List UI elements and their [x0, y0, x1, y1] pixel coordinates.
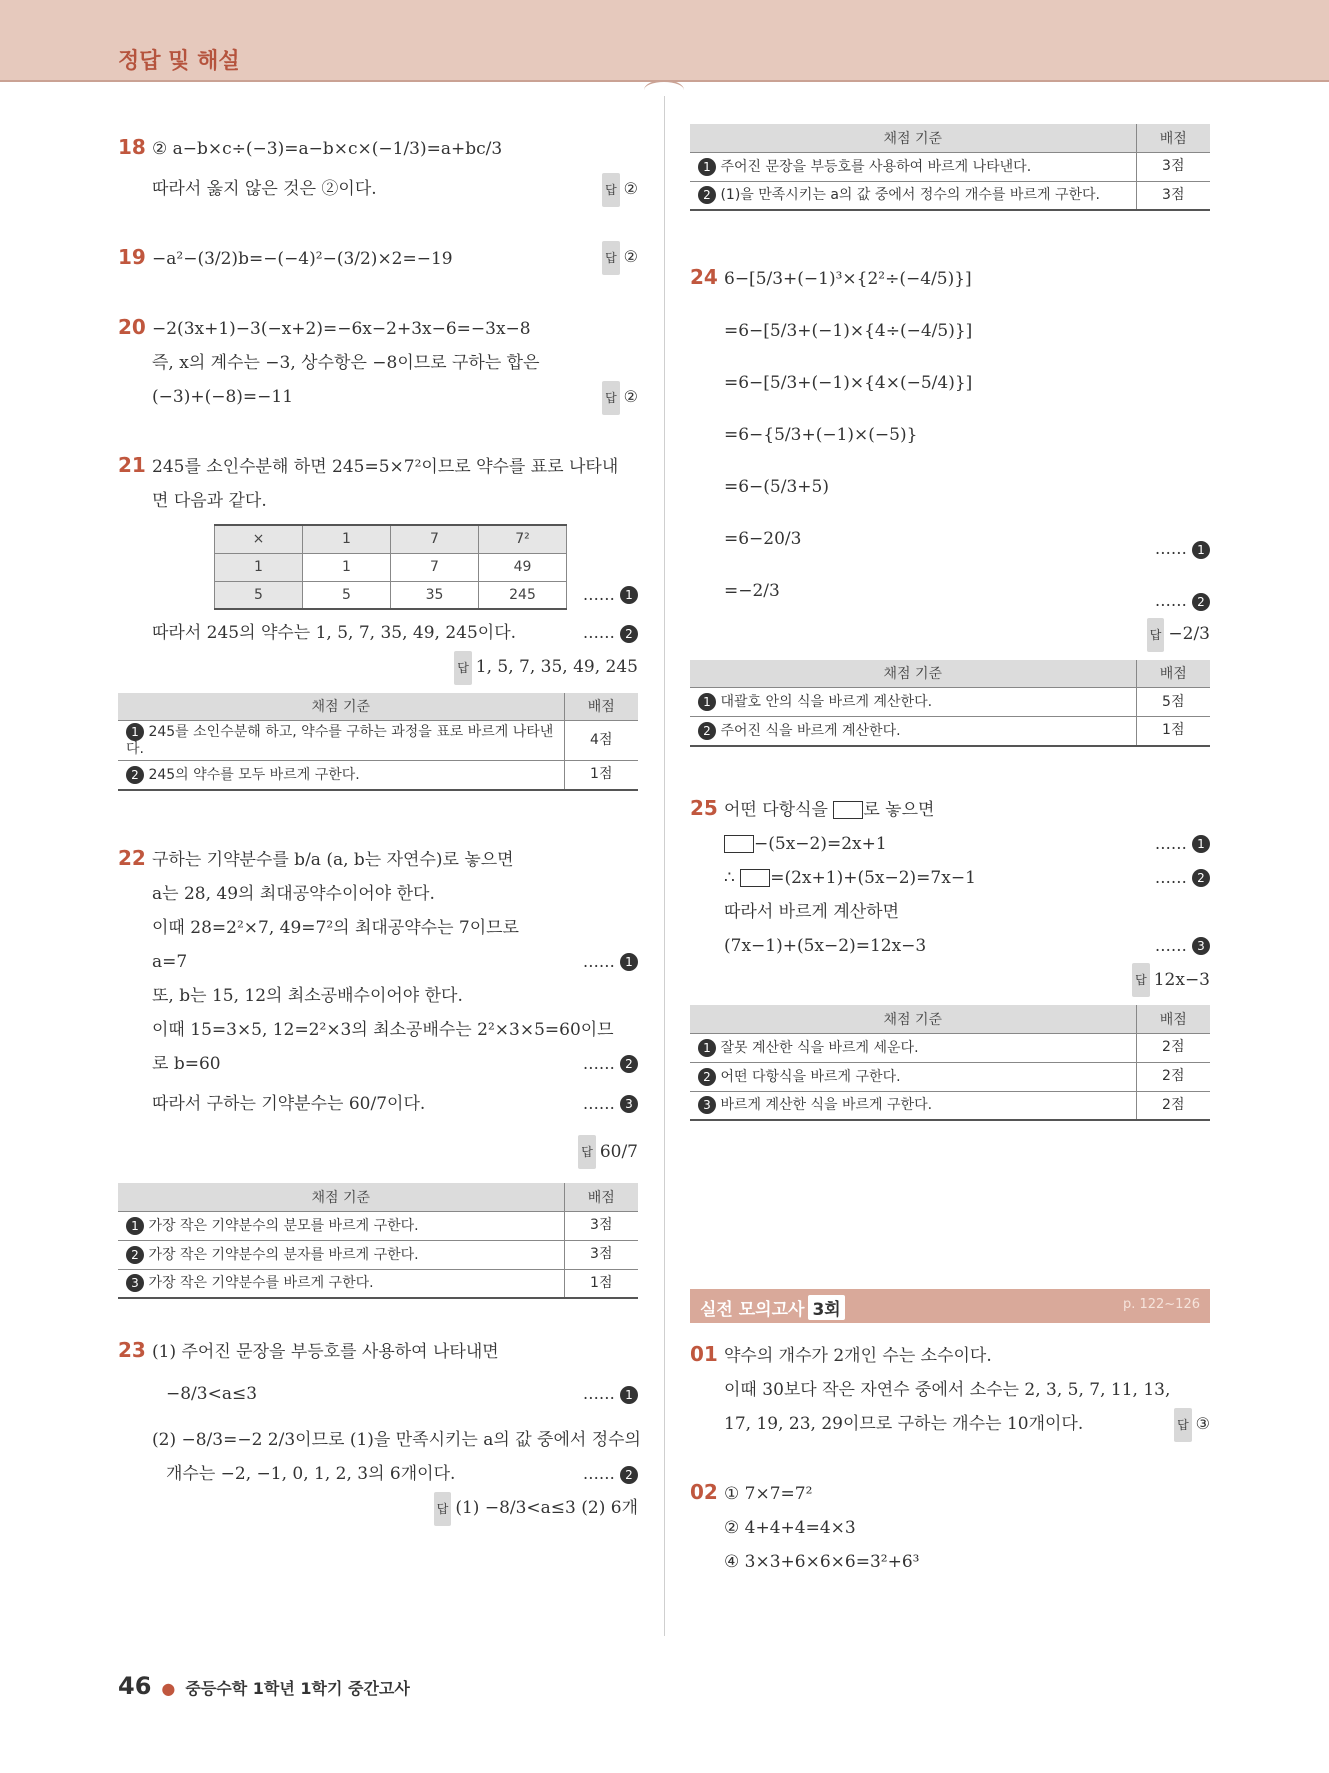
solution-line: ∴ [724, 867, 735, 888]
problem-19 [118, 240, 638, 276]
solution-line: 17, 19, 23, 29이므로 구하는 개수는 10개이다. [724, 1414, 1084, 1434]
question-01 [690, 1337, 1210, 1441]
answer-value: (1) −8/3<a≤3 (2) 6개 [455, 1498, 638, 1518]
step-marker: 3 [698, 1096, 716, 1114]
step-marker: 1 [698, 158, 716, 176]
step-marker: 2 [1192, 593, 1210, 611]
solution-line: =(2x+1)+(5x−2)=7x−1 [770, 867, 976, 888]
solution-line: 6−[5/3+(−1)³×{2²÷(−4/5)}] [724, 269, 972, 289]
answer-value: ② [623, 387, 638, 406]
grade-header: 채점 기준 [690, 1005, 1136, 1033]
step-marker: 3 [126, 1274, 144, 1292]
problem-number: 02 [690, 1480, 718, 1504]
solution-line: 따라서 구하는 기약분수는 60/7이다. [152, 1093, 426, 1114]
step-marker: 2 [1192, 869, 1210, 887]
solution-line: −8/3<a≤3 [166, 1384, 258, 1404]
solution-line: −a²−(3/2)b=−(−4)²−(3/2)×2=−19 [152, 249, 453, 269]
answer-value: −2/3 [1168, 624, 1210, 644]
grade-criterion: 대괄호 안의 식을 바르게 계산한다. [720, 694, 933, 710]
grade-points: 3점 [564, 1211, 638, 1240]
grade-criterion: 주어진 식을 바르게 계산한다. [720, 722, 901, 739]
grade-points: 2점 [1136, 1033, 1210, 1062]
answer-value: ② [623, 247, 638, 266]
answer-label: 답 [602, 241, 620, 275]
answer-value: ② [623, 179, 638, 198]
answer-value: ③ [1195, 1414, 1210, 1433]
page-number: 46 [118, 1672, 152, 1700]
table-cell: × [215, 525, 303, 553]
table-cell: 1 [303, 553, 391, 581]
problem-number: 19 [118, 245, 146, 269]
answer-value: 60/7 [599, 1141, 638, 1162]
solution-line: 어떤 다항식을 [724, 799, 828, 820]
solution-line: 따라서 245의 약수는 1, 5, 7, 35, 49, 245이다. [152, 623, 517, 643]
page-header-title: 정답 및 해설 [118, 49, 240, 74]
solution-line: 즉, x의 계수는 −3, 상수항은 −8이므로 구하는 합은 [152, 353, 540, 373]
dots: …… [582, 584, 615, 604]
step-marker: 3 [1192, 937, 1210, 955]
step-marker: 1 [1192, 835, 1210, 853]
solution-line: 면 다음과 같다. [152, 491, 267, 511]
answer-value: 1, 5, 7, 35, 49, 245 [475, 657, 638, 677]
answer-value: 12x−3 [1153, 969, 1210, 990]
exam-section-bar [690, 1289, 1210, 1323]
problem-number: 25 [690, 795, 718, 820]
solution-line: 로 b=60 [152, 1053, 221, 1074]
grade-criterion: 바르게 계산한 식을 바르게 구한다. [720, 1097, 933, 1114]
step-marker: 1 [126, 1217, 144, 1235]
step-marker: 1 [698, 1039, 716, 1057]
table-cell: 49 [479, 553, 567, 581]
table-cell: 1 [215, 553, 303, 581]
grading-table [690, 1005, 1210, 1121]
solution-line: (1) 주어진 문장을 부등호를 사용하여 나타내면 [152, 1342, 499, 1362]
solution-line: =6−[5/3+(−1)×{4×(−5/4)}] [724, 373, 973, 393]
grade-header: 채점 기준 [690, 660, 1136, 688]
solution-line: 약수의 개수가 2개인 수는 소수이다. [724, 1346, 992, 1366]
solution-line: =6−20/3 [724, 529, 802, 549]
problem-25: 25 어떤 다항식을 로 놓으면 −(5x−2)=2x+1 …… 1 ∴ =(2x+1)+(5x−2)=7x−1 …… 2 따라서 바르게 계산하면 (7x−1)+(5x−2)=12x−3 …… 3 답 12x−3 채점 기준 배점 1 잘못 계산한 식을 바르게 세운다. 2점 2 어떤 다항식을 바르게 구한다. 2점 3 바르게 계산한 식을 바르게 구한다. 2점 [690, 791, 1210, 1122]
problem-number: 01 [690, 1342, 718, 1366]
answer-label: 답 [602, 381, 620, 415]
problem-18 [118, 130, 638, 206]
answer-label: 답 [434, 1492, 452, 1526]
solution-line: ② 4+4+4=4×3 [724, 1518, 856, 1538]
grade-points: 5점 [1136, 688, 1210, 717]
blank-box [833, 801, 863, 819]
solution-line: −2(3x+1)−3(−x+2)=−6x−2+3x−6=−3x−8 [152, 319, 531, 339]
step-marker: 1 [620, 953, 638, 971]
solution-line: (2) −8/3=−2 2/3이므로 (1)을 만족시키는 a의 값 중에서 정수의 [152, 1430, 641, 1450]
right-column [690, 120, 1210, 1613]
exam-title: 실전 모의고사 [700, 1300, 805, 1320]
grade-header: 채점 기준 [690, 124, 1136, 152]
step-marker: 1 [126, 723, 144, 741]
solution-line: ④ 3×3+6×6×6=3²+6³ [724, 1552, 920, 1572]
points-header: 배점 [1136, 1005, 1210, 1033]
step-marker: 1 [1192, 541, 1210, 559]
table-cell: 7 [391, 525, 479, 553]
grade-points: 4점 [564, 721, 638, 761]
problem-number: 24 [690, 265, 718, 289]
solution-line: (7x−1)+(5x−2)=12x−3 [724, 935, 927, 956]
column-divider [664, 96, 665, 1636]
divisor-table [214, 524, 567, 610]
table-cell: 7² [479, 525, 567, 553]
solution-line: 이때 28=2²×7, 49=7²의 최대공약수는 7이므로 [152, 917, 519, 938]
step-marker: 1 [620, 586, 638, 604]
points-header: 배점 [564, 693, 638, 721]
table-cell: 5 [303, 581, 391, 609]
solution-line: 개수는 −2, −1, 0, 1, 2, 3의 6개이다. [166, 1464, 456, 1484]
grading-table [118, 1183, 638, 1299]
solution-line: 245를 소인수분해 하면 245=5×7²이므로 약수를 표로 나타내 [152, 457, 619, 477]
problem-21: 21 245를 소인수분해 하면 245=5×7²이므로 약수를 표로 나타내 면 다음과 같다. × 1 7 7² 1 1 7 49 5 5 35 245 …… 1 따라서 245의 약수는 1, 5, 7, 35, 49, 245이다. …… 2 답 1, 5, 7, 35, 49, 245 채점 기준 배점 1 245를 소인수분해 하고, 약수를 구하는 과정을 표로 바르게 나타낸다. 4점 2 245의 약수를 모두 바르게 구한다. 1점 [118, 448, 638, 791]
grade-criterion: 가장 작은 기약분수의 분모를 바르게 구한다. [148, 1217, 419, 1234]
answer-label: 답 [1147, 618, 1165, 652]
solution-line: 따라서 옳지 않은 것은 ②이다. [152, 179, 377, 199]
points-header: 배점 [1136, 660, 1210, 688]
grade-points: 3점 [1136, 181, 1210, 210]
grade-points: 3점 [1136, 152, 1210, 181]
step-marker: 2 [698, 186, 716, 204]
grade-criterion: 가장 작은 기약분수의 분자를 바르게 구한다. [148, 1246, 419, 1263]
exam-page-range: p. 122~126 [1122, 1297, 1200, 1312]
grade-points: 1점 [564, 761, 638, 790]
grade-criterion: 245를 소인수분해 하고, 약수를 구하는 과정을 표로 바르게 나타낸다. [126, 724, 554, 757]
grade-criterion: 어떤 다항식을 바르게 구한다. [720, 1068, 901, 1085]
step-marker: 2 [620, 625, 638, 643]
grading-table [690, 660, 1210, 747]
step-marker: 2 [698, 722, 716, 740]
problem-number: 18 [118, 135, 146, 159]
problem-24: 24 6−[5/3+(−1)³×{2²÷(−4/5)}] =6−[5/3+(−1)×{4÷(−4/5)}] =6−[5/3+(−1)×{4×(−5/4)}] =6−{5/3+(−1)×(−5)} =6−(5/3+5) =6−20/3 …… 1 =−2/3 …… 2 답 −2/3 채점 기준 배점 1 대괄호 안의 식을 바르게 계산한다. 5점 2 주어진 식을 바르게 계산한다. 1점 [690, 251, 1210, 747]
step-marker: 1 [620, 1386, 638, 1404]
answer-label: 답 [602, 173, 620, 207]
solution-line: a는 28, 49의 최대공약수이어야 한다. [152, 883, 435, 904]
table-cell: 1 [303, 525, 391, 553]
blank-box [724, 835, 754, 853]
answer-label: 답 [578, 1135, 596, 1169]
grade-criterion: 주어진 문장을 부등호를 사용하여 바르게 나타낸다. [720, 158, 1032, 175]
left-column [118, 130, 641, 1560]
solution-line: ① 7×7=7² [724, 1484, 813, 1504]
answer-label: 답 [1132, 963, 1150, 997]
footer-dot-icon: ● [161, 1679, 176, 1698]
grade-points: 3점 [564, 1240, 638, 1269]
grade-points: 1점 [564, 1269, 638, 1298]
solution-line: (−3)+(−8)=−11 [152, 387, 294, 407]
grading-table-23 [690, 124, 1210, 211]
solution-line: =−2/3 [724, 581, 780, 601]
problem-23: 23 (1) 주어진 문장을 부등호를 사용하여 나타내면 −8/3<a≤3 …… 1 (2) −8/3=−2 2/3이므로 (1)을 만족시키는 a의 값 중에서 정수의 개수는 −2, −1, 0, 1, 2, 3의 6개이다. …… 2 답 (1) −8/3<a≤3 (2) 6개 [118, 1333, 638, 1526]
table-cell: 7 [391, 553, 479, 581]
solution-line: 이때 15=3×5, 12=2²×3의 최소공배수는 2²×3×5=60이므 [152, 1019, 614, 1040]
solution-line: =6−[5/3+(−1)×{4÷(−4/5)}] [724, 321, 973, 341]
table-cell: 5 [215, 581, 303, 609]
solution-line: ② a−b×c÷(−3)=a−b×c×(−1/3)=a+bc/3 [152, 139, 503, 159]
points-header: 배점 [564, 1183, 638, 1211]
solution-line: 로 놓으면 [863, 799, 935, 820]
grade-criterion: (1)을 만족시키는 a의 값 중에서 정수의 개수를 바르게 구한다. [720, 187, 1100, 204]
points-header: 배점 [1136, 124, 1210, 152]
grade-points: 2점 [1136, 1062, 1210, 1091]
step-marker: 3 [620, 1095, 638, 1113]
solution-line: 또, b는 15, 12의 최소공배수이어야 한다. [152, 985, 463, 1006]
problem-number: 23 [118, 1338, 146, 1362]
grade-header: 채점 기준 [118, 1183, 564, 1211]
problem-22: 22 구하는 기약분수를 b/a (a, b는 자연수)로 놓으면 a는 28, 49의 최대공약수이어야 한다. 이때 28=2²×7, 49=7²의 최대공약수는 7이므로 a=7 …… 1 또, b는 15, 12의 최소공배수이어야 한다. 이때 15=3×5, 12=2²×3의 최소공배수는 2²×3×5=60이므 로 b=60 …… 2 따라서 구하는 기약분수는 60/7이다. …… 3 답 60/7 채점 기준 배점 1 가장 작은 기약분수의 분모를 바르게 구한다. 3점 2 가장 작은 기약분수의 분자를 바르게 구한다. 3점 3 가장 작은 기약분수를 바르게 구한다. 1점 [118, 841, 638, 1300]
grade-points: 1점 [1136, 717, 1210, 746]
table-cell: 35 [391, 581, 479, 609]
step-marker: 1 [698, 693, 716, 711]
solution-line: a=7 [152, 951, 188, 972]
question-02 [690, 1475, 1210, 1579]
problem-number: 20 [118, 315, 146, 339]
grade-criterion: 잘못 계산한 식을 바르게 세운다. [720, 1039, 919, 1056]
grade-criterion: 가장 작은 기약분수를 바르게 구한다. [148, 1275, 374, 1292]
solution-line: 구하는 기약분수를 b/a (a, b는 자연수)로 놓으면 [152, 849, 514, 870]
step-marker: 2 [126, 766, 144, 784]
problem-number: 22 [118, 845, 146, 870]
step-marker: 2 [620, 1055, 638, 1073]
problem-number: 21 [118, 453, 146, 477]
grade-points: 2점 [1136, 1091, 1210, 1120]
exam-round-badge: 3회 [808, 1295, 844, 1320]
problem-20 [118, 310, 638, 414]
blank-box [740, 869, 770, 887]
book-title: 중등수학 1학년 1학기 중간고사 [185, 1679, 410, 1698]
solution-line: =6−{5/3+(−1)×(−5)} [724, 425, 918, 445]
page-footer [118, 1672, 410, 1700]
grade-header: 채점 기준 [118, 693, 564, 721]
answer-label: 답 [454, 651, 472, 685]
solution-line: −(5x−2)=2x+1 [754, 833, 887, 854]
solution-line: 따라서 바르게 계산하면 [724, 901, 900, 922]
table-cell: 245 [479, 581, 567, 609]
grading-table [118, 693, 638, 791]
grade-criterion: 245의 약수를 모두 바르게 구한다. [148, 766, 360, 783]
solution-line: =6−(5/3+5) [724, 477, 829, 497]
step-marker: 2 [698, 1068, 716, 1086]
answer-label: 답 [1174, 1408, 1192, 1442]
step-marker: 2 [126, 1246, 144, 1264]
solution-line: 이때 30보다 작은 자연수 중에서 소수는 2, 3, 5, 7, 11, 13, [724, 1380, 1171, 1400]
step-marker: 2 [620, 1466, 638, 1484]
